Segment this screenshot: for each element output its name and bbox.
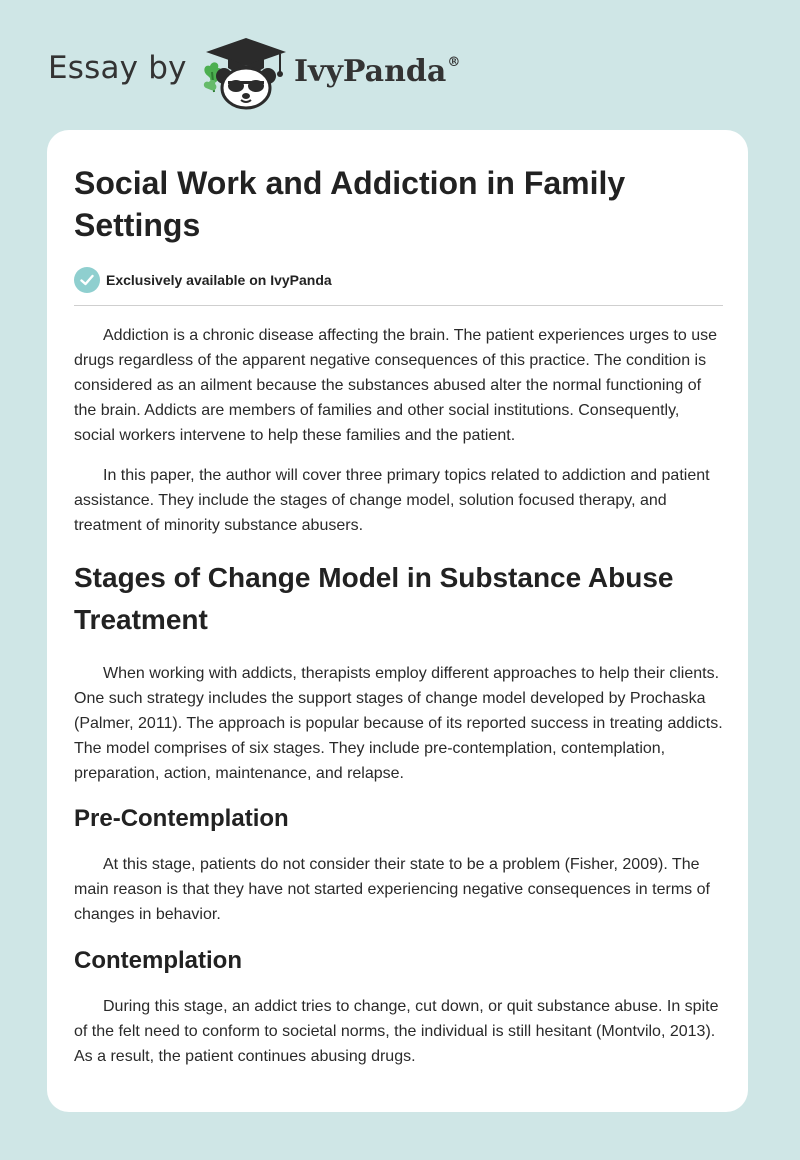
paragraph-contemplation: During this stage, an addict tries to change, cut down, or quit substance abuse. In spite of the felt need to conform to societal norms, the individual is still hesitant (Montvilo, 2013). As a result, the patient continues abusing drugs. [74,998,719,1065]
brand-logo-text[interactable] [294,54,460,89]
subheading-contemplation: Contemplation [74,947,242,974]
paragraph-pre-contemplation: At this stage, patients do not consider their state to be a problem (Fisher, 2009). The main reason is that they have not started experiencing negative consequences in terms of changes in behavior. [74,856,710,923]
checkmark-icon [74,267,100,293]
page-title: Social Work and Addiction in Family Settings [74,165,626,243]
site-header [0,0,800,130]
essay-content [74,162,723,1069]
section-paragraph-stages-of-change: When working with addicts, therapists employ different approaches to help their clients. One such strategy includes the support stages of change model developed by Prochaska (Palmer, 2011). The approach is popular because of its reported success in treating addicts. The model comprises of six stages. They include pre-contemplation, contemplation, preparation, action, maintenance, and relapse. [74,665,723,782]
exclusive-badge [74,266,723,294]
essay-card [47,130,748,1112]
panda-logo-icon[interactable] [200,36,292,110]
essay-by-label: Essay by [48,50,187,86]
intro-paragraph-1: Addiction is a chronic disease affecting the brain. The patient experiences urges to use drugs regardless of the apparent negative consequences of this practice. The condition is considered as an ailment because the substances abused alter the normal functioning of the brain. Addicts are members of families and other social institutions. Consequently, social workers intervene to help these families and the patient. [74,327,718,444]
intro-paragraph-2: In this paper, the author will cover three primary topics related to addiction and patient assistance. They include the stages of change model, solution focused therapy, and treatment of minority substance abusers. [74,467,710,534]
subheading-pre-contemplation: Pre-Contemplation [74,805,289,832]
section-heading-stages-of-change: Stages of Change Model in Substance Abuse Treatment [74,562,674,635]
registered-mark: ® [447,55,461,70]
divider [74,305,723,306]
exclusive-badge-label: Exclusively available on IvyPanda [106,272,332,288]
brand-name: IvyPanda [294,54,447,89]
